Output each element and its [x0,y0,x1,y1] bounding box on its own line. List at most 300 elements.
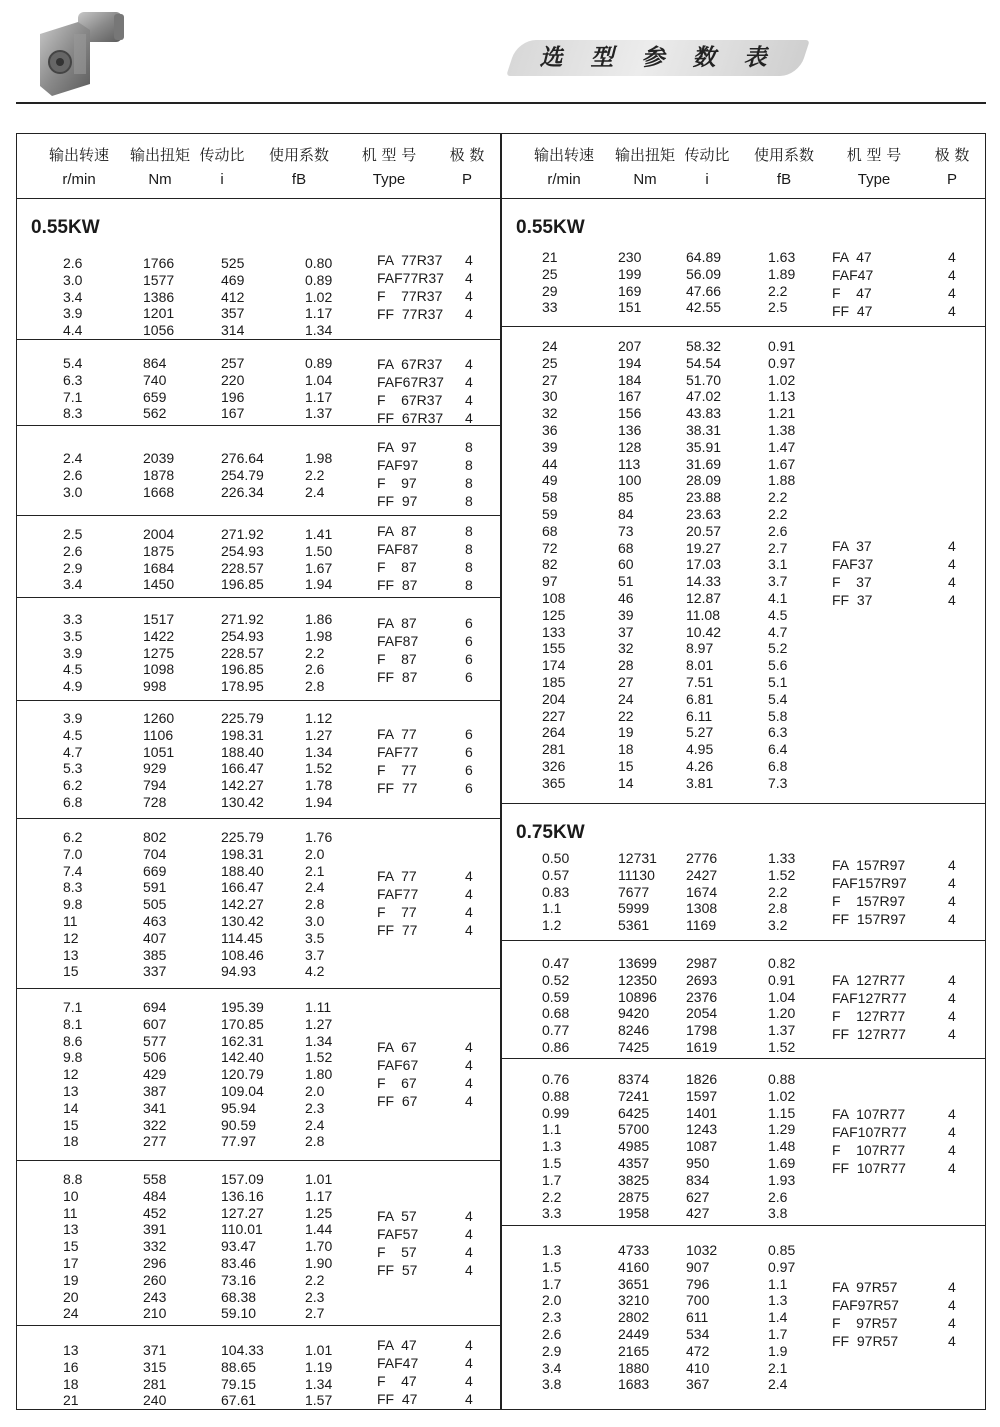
pole-count: 4 [948,303,956,319]
cell-torque: 1878 [143,466,175,483]
pole-count: 4 [465,356,473,372]
cell-torque: 484 [143,1187,167,1204]
cell-factor: 1.47 [768,438,796,455]
cell-speed: 0.57 [542,866,570,883]
pole-count: 4 [948,857,956,873]
pole-count: 4 [465,1075,473,1091]
cell-torque: 184 [618,371,642,388]
model-type: F 157R97 [832,893,906,909]
cell-factor: 1.67 [305,559,333,576]
cell-ratio: 23.63 [686,505,722,522]
cell-torque: 1422 [143,627,175,644]
cell-factor: 2.8 [768,900,788,917]
cell-factor: 1.48 [768,1138,796,1155]
pole-count: 4 [465,1208,473,1224]
cell-factor: 2.2 [305,466,325,483]
cell-torque: 1958 [618,1205,650,1222]
cell-torque: 3825 [618,1171,650,1188]
cell-ratio: 412 [221,288,245,305]
pole-count: 4 [465,306,473,322]
cell-torque: 4985 [618,1138,650,1155]
cell-factor: 1.11 [305,999,332,1015]
pole-count: 4 [465,252,473,268]
cell-torque: 2802 [618,1309,650,1326]
cell-ratio: 198.31 [221,845,264,862]
model-group [17,989,500,1161]
cell-factor: 2.0 [305,1082,325,1099]
cell-factor: 0.89 [305,271,333,288]
cell-torque: 169 [618,282,642,299]
cell-torque: 156 [618,405,642,422]
column-header-type: 机 型 号 [361,146,417,164]
cell-speed: 4.4 [63,322,83,339]
cell-ratio: 90.59 [221,1116,257,1133]
model-type: F 37 [832,574,872,590]
cell-ratio: 38.31 [686,421,722,438]
pole-count: 4 [465,1337,473,1353]
cell-factor: 1.67 [768,455,796,472]
cell-speed: 1.1 [542,1121,562,1138]
model-type: FF 47 [832,303,873,319]
pole-count: 4 [465,922,473,938]
cell-factor: 1.7 [768,1325,788,1342]
model-type: FF 157R97 [832,911,906,927]
model-type-list [502,971,986,1043]
model-type-list [17,438,500,510]
cell-factor: 1.19 [305,1358,333,1375]
cell-speed: 185 [542,673,566,690]
cell-factor: 1.17 [305,388,333,405]
cell-ratio: 166.47 [221,879,264,896]
cell-factor: 2.3 [305,1288,325,1305]
cell-speed: 2.0 [542,1292,562,1309]
cell-speed: 3.4 [542,1359,562,1376]
pole-count: 6 [465,726,473,742]
pole-count: 4 [948,893,956,909]
cell-torque: 387 [143,1082,167,1099]
cell-speed: 36 [542,421,558,438]
cell-ratio: 20.57 [686,522,722,539]
cell-factor: 0.85 [768,1242,796,1258]
column-header-torque: 输出扭矩 [614,146,675,164]
model-type: FA 57 [377,1208,417,1224]
cell-ratio: 54.54 [686,354,722,371]
table-row [17,1289,500,1306]
model-type: F 77R37 [377,288,443,304]
cell-speed: 6.2 [63,829,83,845]
cell-torque: 1875 [143,542,175,559]
model-type: FA 67 [377,1039,417,1055]
cell-ratio: 225.79 [221,710,264,726]
cell-torque: 694 [143,999,167,1015]
cell-ratio: 77.97 [221,1133,257,1150]
cell-ratio: 1243 [686,1121,718,1138]
cell-factor: 1.17 [305,1187,333,1204]
cell-torque: 68 [618,539,634,556]
cell-ratio: 28.09 [686,472,722,489]
pole-count: 4 [948,538,956,554]
cell-factor: 1.44 [305,1221,333,1238]
cell-speed: 68 [542,522,558,539]
cell-torque: 5700 [618,1121,650,1138]
table-row [502,691,986,708]
pole-count: 6 [465,762,473,778]
cell-speed: 4.5 [63,726,83,743]
cell-torque: 1766 [143,255,175,271]
pole-count: 4 [948,285,956,301]
model-type: FF 77 [377,922,418,938]
power-heading: 0.55KW [31,217,100,238]
cell-speed: 2.6 [542,1325,562,1342]
gear-motor-icon [34,4,134,100]
cell-ratio: 88.65 [221,1358,257,1375]
cell-ratio: 796 [686,1275,710,1292]
pole-count: 4 [948,990,956,1006]
table-row [17,1016,500,1033]
cell-ratio: 2776 [686,850,718,866]
cell-torque: 385 [143,946,167,963]
cell-speed: 5.3 [63,760,83,777]
cell-ratio: 2376 [686,988,718,1005]
model-group [502,327,986,804]
model-group [17,1161,500,1326]
model-type: FA 37 [832,538,872,554]
cell-ratio: 254.93 [221,542,264,559]
cell-torque: 5999 [618,900,650,917]
cell-speed: 97 [542,573,558,590]
table-row [502,607,986,624]
cell-factor: 2.6 [768,522,788,539]
cell-speed: 3.9 [63,644,83,661]
cell-ratio: 167 [221,405,245,422]
model-type-list [17,355,500,427]
cell-speed: 2.4 [63,450,83,466]
cell-torque: 207 [618,338,642,354]
model-type: FA 77R37 [377,252,443,268]
cell-ratio: 220 [221,371,245,388]
column-unit-speed: r/min [547,171,581,188]
cell-ratio: 136.16 [221,1187,264,1204]
cell-factor: 6.3 [768,724,788,741]
model-group [502,199,986,327]
table-row [17,1305,500,1322]
cell-factor: 5.2 [768,640,788,657]
cell-ratio: 196.85 [221,576,264,593]
cell-ratio: 427 [686,1205,710,1222]
cell-factor: 1.33 [768,850,796,866]
model-type: FF 87 [377,669,418,685]
cell-factor: 1.34 [305,1032,333,1049]
cell-torque: 199 [618,265,642,282]
cell-torque: 1684 [143,559,175,576]
cell-factor: 5.4 [768,690,788,707]
model-group [17,516,500,598]
table-row [17,829,500,846]
model-type: FF 57 [377,1262,418,1278]
cell-torque: 929 [143,760,167,777]
cell-torque: 7677 [618,883,650,900]
cell-ratio: 2054 [686,1005,718,1022]
cell-speed: 133 [542,623,566,640]
cell-torque: 12350 [618,971,657,988]
cell-factor: 4.2 [305,963,325,980]
cell-speed: 174 [542,657,566,674]
table-row [502,674,986,691]
cell-factor: 1.76 [305,829,333,845]
cell-speed: 32 [542,405,558,422]
cell-ratio: 700 [686,1292,710,1309]
model-type: F 97 [377,475,417,491]
cell-factor: 2.2 [305,644,325,661]
cell-ratio: 627 [686,1188,710,1205]
cell-torque: 562 [143,405,167,422]
cell-speed: 0.68 [542,1005,570,1022]
table-row [502,1360,986,1377]
cell-factor: 2.0 [305,845,325,862]
pole-count: 4 [948,249,956,265]
table-row [502,624,986,641]
table-header [17,133,500,199]
model-type: FA 157R97 [832,857,906,873]
cell-speed: 2.6 [63,255,83,271]
cell-ratio: 228.57 [221,559,264,576]
column-unit-ratio: i [705,171,709,188]
cell-speed: 39 [542,438,558,455]
cell-torque: 1880 [618,1359,650,1376]
model-type: FF 67R37 [377,410,444,426]
cell-ratio: 83.46 [221,1254,257,1271]
cell-factor: 6.4 [768,741,788,758]
pole-count: 8 [465,541,473,557]
model-type: FAF77 [377,744,419,760]
cell-factor: 2.6 [768,1188,788,1205]
model-type: FAF87 [377,633,419,649]
cell-torque: 13699 [618,955,657,971]
model-type: F 77 [377,762,417,778]
pole-count: 4 [948,1333,956,1349]
cell-speed: 2.6 [63,542,83,559]
pole-count: 4 [948,1026,956,1042]
table-row [502,955,986,972]
cell-factor: 1.01 [305,1171,333,1187]
table-row [502,657,986,674]
cell-ratio: 271.92 [221,611,264,627]
cell-torque: 577 [143,1032,167,1049]
cell-torque: 1275 [143,644,175,661]
cell-speed: 25 [542,265,558,282]
cell-factor: 1.21 [768,405,796,422]
cell-torque: 506 [143,1049,167,1066]
cell-factor: 1.02 [768,1087,796,1104]
cell-ratio: 1087 [686,1138,718,1155]
cell-torque: 1668 [143,483,175,500]
pole-count: 4 [465,1373,473,1389]
column-header-speed: 输出转速 [48,146,109,164]
column-unit-ratio: i [220,171,224,188]
cell-torque: 1517 [143,611,175,627]
model-type: FA 87 [377,523,417,539]
cell-factor: 1.90 [305,1254,333,1271]
cell-speed: 9.8 [63,1049,83,1066]
cell-speed: 21 [63,1392,79,1409]
cell-ratio: 73.16 [221,1271,257,1288]
column-header-type: 机 型 号 [846,146,902,164]
cell-speed: 0.52 [542,971,570,988]
cell-ratio: 525 [221,255,245,271]
cell-torque: 84 [618,505,634,522]
pole-count: 8 [465,523,473,539]
model-type: FAF107R77 [832,1124,907,1140]
pole-count: 4 [465,270,473,286]
cell-torque: 864 [143,355,167,371]
cell-torque: 296 [143,1254,167,1271]
cell-factor: 3.7 [768,573,788,590]
table-row [17,1133,500,1150]
cell-speed: 1.5 [542,1154,562,1171]
cell-torque: 24 [618,690,634,707]
cell-ratio: 19.27 [686,539,722,556]
cell-torque: 27 [618,673,634,690]
pole-count: 4 [948,267,956,283]
cell-speed: 0.86 [542,1038,570,1055]
pole-count: 4 [465,1039,473,1055]
cell-speed: 3.8 [542,1376,562,1393]
cell-ratio: 142.27 [221,777,264,794]
cell-speed: 281 [542,741,566,758]
cell-factor: 1.27 [305,726,333,743]
cell-torque: 2039 [143,450,175,466]
cell-factor: 1.70 [305,1238,333,1255]
power-heading: 0.75KW [516,822,585,843]
cell-torque: 73 [618,522,634,539]
cell-ratio: 17.03 [686,556,722,573]
cell-ratio: 228.57 [221,644,264,661]
model-type: FF 47 [377,1391,418,1407]
cell-torque: 337 [143,963,167,980]
cell-factor: 1.01 [305,1342,333,1358]
table-row [502,422,986,439]
cell-speed: 15 [63,1116,79,1133]
cell-factor: 1.98 [305,450,333,466]
cell-speed: 24 [542,338,558,354]
cell-speed: 8.6 [63,1032,83,1049]
cell-torque: 1051 [143,743,175,760]
model-group [17,701,500,819]
cell-factor: 1.04 [305,371,333,388]
cell-speed: 19 [63,1271,79,1288]
cell-torque: 14 [618,774,634,791]
cell-speed: 0.83 [542,883,570,900]
cell-factor: 3.0 [305,912,325,929]
model-group [17,598,500,701]
cell-factor: 1.52 [768,1038,796,1055]
cell-ratio: 314 [221,322,245,339]
cell-ratio: 188.40 [221,862,264,879]
cell-ratio: 142.40 [221,1049,264,1066]
cell-factor: 1.50 [305,542,333,559]
cell-torque: 194 [618,354,642,371]
model-type: FA 47 [377,1337,417,1353]
pole-count: 4 [465,904,473,920]
cell-torque: 8374 [618,1071,650,1087]
column-unit-poles: P [946,171,957,188]
cell-torque: 1201 [143,305,175,322]
cell-ratio: 11.08 [686,606,720,623]
pole-count: 4 [465,1262,473,1278]
cell-speed: 6.3 [63,371,83,388]
cell-torque: 100 [618,472,642,489]
cell-ratio: 5.27 [686,724,714,741]
cell-factor: 2.1 [305,862,325,879]
cell-torque: 4733 [618,1242,650,1258]
cell-factor: 0.91 [768,971,796,988]
cell-factor: 0.97 [768,1258,796,1275]
cell-ratio: 834 [686,1171,710,1188]
pole-count: 4 [465,1057,473,1073]
cell-speed: 16 [63,1358,79,1375]
table-row [502,355,986,372]
cell-torque: 1386 [143,288,175,305]
table-row [17,322,500,339]
cell-ratio: 95.94 [221,1099,257,1116]
cell-speed: 3.4 [63,288,83,305]
cell-ratio: 196.85 [221,661,264,678]
model-type: FA 87 [377,615,417,631]
cell-torque: 322 [143,1116,167,1133]
cell-torque: 1098 [143,661,175,678]
cell-speed: 49 [542,472,558,489]
table-row [502,1242,986,1259]
model-type: FF 67 [377,1093,418,1109]
pole-count: 6 [465,633,473,649]
right-table-column [502,133,986,1406]
model-type-list [17,251,500,323]
model-type: FAF127R77 [832,990,907,1006]
cell-torque: 15 [618,757,634,774]
cell-torque: 794 [143,777,167,794]
cell-factor: 1.27 [305,1015,333,1032]
cell-factor: 1.52 [768,866,796,883]
cell-speed: 2.3 [542,1309,562,1326]
table-row [17,963,500,980]
pole-count: 4 [465,392,473,408]
pole-count: 8 [465,457,473,473]
cell-torque: 728 [143,793,167,810]
table-row [502,506,986,523]
cell-ratio: 109.04 [221,1082,264,1099]
cell-speed: 21 [542,249,558,265]
cell-speed: 4.9 [63,678,83,695]
cell-speed: 3.3 [542,1205,562,1222]
cell-torque: 2875 [618,1188,650,1205]
cell-torque: 998 [143,678,167,695]
pole-count: 4 [948,556,956,572]
cell-speed: 29 [542,282,558,299]
table-row [502,405,986,422]
cell-factor: 4.1 [768,589,788,606]
cell-torque: 240 [143,1392,167,1409]
pole-count: 4 [948,574,956,590]
model-type: FF 77R37 [377,306,444,322]
cell-ratio: 4.95 [686,741,714,758]
model-type: FA 67R37 [377,356,443,372]
cell-ratio: 104.33 [221,1342,264,1358]
cell-speed: 12 [63,1066,79,1083]
cell-torque: 1056 [143,322,175,339]
table-row [502,758,986,775]
cell-speed: 0.59 [542,988,570,1005]
cell-speed: 1.5 [542,1258,562,1275]
